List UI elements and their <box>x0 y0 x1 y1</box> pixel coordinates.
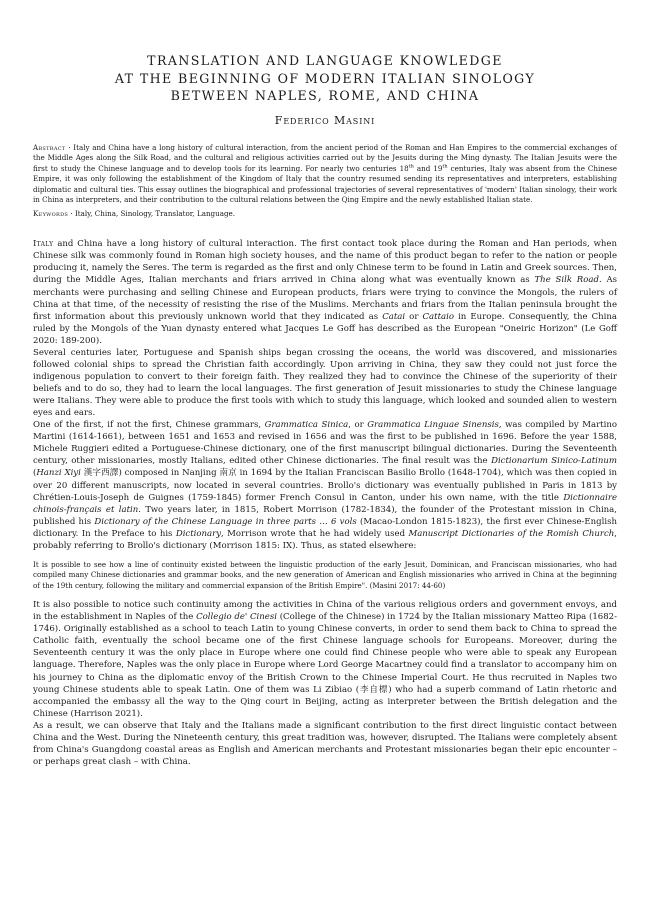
italic-run: Dictionary of the Chinese Language in three parts … 6 vols <box>94 516 357 527</box>
text-run: , Morrison wrote that he had widely used <box>221 528 409 539</box>
lead-word: Italy <box>33 239 54 250</box>
text-run: , was compiled by Martino Martini (1614-1661), between 1651 and 1653 and revised in 1656 and was the first to be published in 1696. Before the year 1588, Michele Ruggieri edited a Portuguese-Chinese dictionary, one of the first manuscript bilingual dictionaries. During the Seventeenth century, other missionaries, mostly Italians, edited other Chinese dictionaries. The final result was the <box>33 420 617 467</box>
italic-run: Cattaio <box>422 311 454 322</box>
text-run: or <box>405 311 423 322</box>
abstract-label: Abstract <box>33 142 66 152</box>
title-line: BETWEEN NAPLES, ROME, AND CHINA <box>170 88 480 104</box>
superscript: th <box>408 163 414 170</box>
paragraph <box>33 419 617 552</box>
italic-run: Hanzi Xiyi <box>36 468 81 479</box>
block-quote: It is possible to see how a line of continuity existed between the linguistic production of the early Jesuit, Dominican, and Franciscan missionaries, who had compiled many Chinese dictionaries and grammar books, and the new generation of American and English missionaries who arrived in China at the beginning of the 19th century, following the military and commercial expansion of the British Empire". (Masini 2017: 44-60) <box>33 559 617 590</box>
text-run: ( <box>33 468 37 479</box>
article-page <box>33 52 617 768</box>
article-title <box>33 52 617 105</box>
italic-run: Dictionary <box>175 528 222 539</box>
abstract-text: Italy and China have a long history of cultural interaction, from the ancient period of the Roman and Han Empires to the commercial exchanges of the Middle Ages along the Silk Road, and the cultural and religious activities carried out by the Jesuits during the Ming dynasty. The Italian Jesuits were the first to study the Chinese language and to develop tools for its learning. For nearly two centuries 18 <box>33 142 618 173</box>
abstract <box>33 143 617 206</box>
title-line: AT THE BEGINNING OF MODERN ITALIAN SINOLOGY <box>114 70 536 86</box>
abstract-text: centuries, Italy was absent from the Chinese Empire, it was only following the establishment of the Kingdom of Italy that the country resumed sending its representatives and interpreters, establishing diplomatic and cultural ties. This essay outlines the biographical and professional trajectories of several representatives of 'modern' Italian sinology, their work in China as interpreters, and their contribution to the cultural relations between the Qing Empire and the newly established Italian state. <box>33 163 617 205</box>
text-run: (College of the Chinese) in 1724 by the Italian missionary Matteo Ripa (1682-1746). Originally established as a school to teach Latin to young Chinese converts, in order to send them back to China to spread the Catholic faith, eventually the school became one of the first Chinese language schools for Europeans. Moreover, during the Seventeenth century it was the only place in Europe where one could find Chinese people who were able to speak any European language. Therefore, Naples was the only place in Europe where Lord George Macartney could find a translator to accompany him on his journey to China as the diplomatic envoy of the British Crown to the Chinese Imperial Court. He thus recruited in Naples two young Chinese students able to speak Latin. One of them was Li Zibiao (李自標) who had a superb command of Latin rhetoric and accompanied the embassy all the way to the Qing court in Beijing, acting as interpreter between the British delegation and the Chinese (Harrison 2021). <box>33 612 617 719</box>
paragraph: Several centuries later, Portuguese and Spanish ships began crossing the oceans, the world was discovered, and missionaries followed colonial ships to spread the Christian faith accordingly. Upon arriving in China, they saw they could not just force the indigenous population to convert to their foreign faith. They realized they had to convince the Chinese of the superiority of their beliefs and to do so, they had to learn the local languages. The first generation of Jesuit missionaries to study the Chinese language were Italians. They were able to produce the first tools with which to study this language, which looked and sounded alien to western eyes and ears. <box>33 347 617 419</box>
paragraph <box>33 238 617 347</box>
title-line: TRANSLATION AND LANGUAGE KNOWLEDGE <box>147 53 503 68</box>
text-run: (Macao-London 1815-1823), the first ever Chinese-English dictionary. In the Preface to his <box>33 516 617 539</box>
text-run: , probably referring to Brollo's dictionary (Morrison 1815: IX). Thus, as stated elsewhere: <box>33 528 617 551</box>
text-run: . As merchants were purchasing and selling Chinese and European products, friars were trying to convince the Mongols, the rulers of China at that time, of the necessity of resisting the rise of the Muslims. Merchants and friars from the Italian peninsula brought the first information about this previously unknown world that they indicated as <box>33 275 618 322</box>
text-run: and China have a long history of cultural interaction. The first contact took place during the Roman and Han periods, when Chinese silk was commonly found in Roman high society houses, and the name of this product began to refer to the nation or people producing it, namely the Seres. The term is regarded as the first and only Chinese term to be found in Latin and Greek sources. Then, during the Middle Ages, Italian merchants and friars arrived in China along what was eventually known as <box>33 239 617 286</box>
italic-run: Dictionnaire chinois-français et latin <box>33 492 617 515</box>
superscript: th <box>442 163 448 170</box>
text-run: 漢字西譯) composed in Nanjing 南京 in 1694 by the Italian Franciscan Basilio Brollo (1648-1704), which was then copied in over 20 different manuscripts, now located in several countries. Brollo's dictionary was eventually published in Paris in 1813 by Chrétien-Louis-Joseph de Guignes (1759-1845) former French Consul in Canton, under his own name, with the title <box>33 468 617 503</box>
text-run: It is also possible to notice such continuity among the activities in China of the various religious orders and government envoys, and in the establishment in Naples of the <box>33 600 617 623</box>
text-run: , or <box>348 420 368 431</box>
paragraph: As a result, we can observe that Italy and the Italians made a significant contribution to the first direct linguistic contact between China and the West. During the Nineteenth century, this great tradition was, however, disrupted. The Italians were completely absent from China's Guangdong coastal areas as English and American merchants and Protestant missionaries began their epic encounter – or perhaps great clash – with China. <box>33 720 617 767</box>
author-name: Federico Masini <box>274 113 376 127</box>
paragraph <box>33 599 617 720</box>
italic-run: The Silk Road <box>534 275 599 286</box>
text-run: in Europe. Consequently, the China ruled by the Mongols of the Yuan dynasty entered what Jacques Le Goff has described as the European "Oneiric Horizon" (Le Goff 2020: 189-200). <box>33 311 618 346</box>
italic-run: Catai <box>382 311 406 322</box>
italic-run: Grammatica Linguae Sinensis <box>367 420 499 431</box>
italic-run: Manuscript Dictionaries of the Romish Church <box>408 528 615 539</box>
article-body <box>33 238 617 768</box>
abstract-text: and 19 <box>413 163 443 173</box>
keywords-separator: · <box>68 208 75 218</box>
keywords-text: Italy, China, Sinology, Translator, Language. <box>74 208 236 218</box>
italic-run: Collegio de' Cinesi <box>196 612 277 623</box>
text-run: One of the first, if not the first, Chinese grammars, <box>33 420 265 431</box>
text-run: . Two years later, in 1815, Robert Morrison (1782-1834), the founder of the Protestant mission in China, published his <box>33 504 617 527</box>
abstract-separator: · <box>65 142 74 152</box>
italic-run: Grammatica Sinica <box>264 420 349 431</box>
keywords <box>33 209 617 220</box>
keywords-label: Keywords <box>33 208 69 218</box>
italic-run: Dictionarium Sinico-Latinum <box>491 456 617 467</box>
